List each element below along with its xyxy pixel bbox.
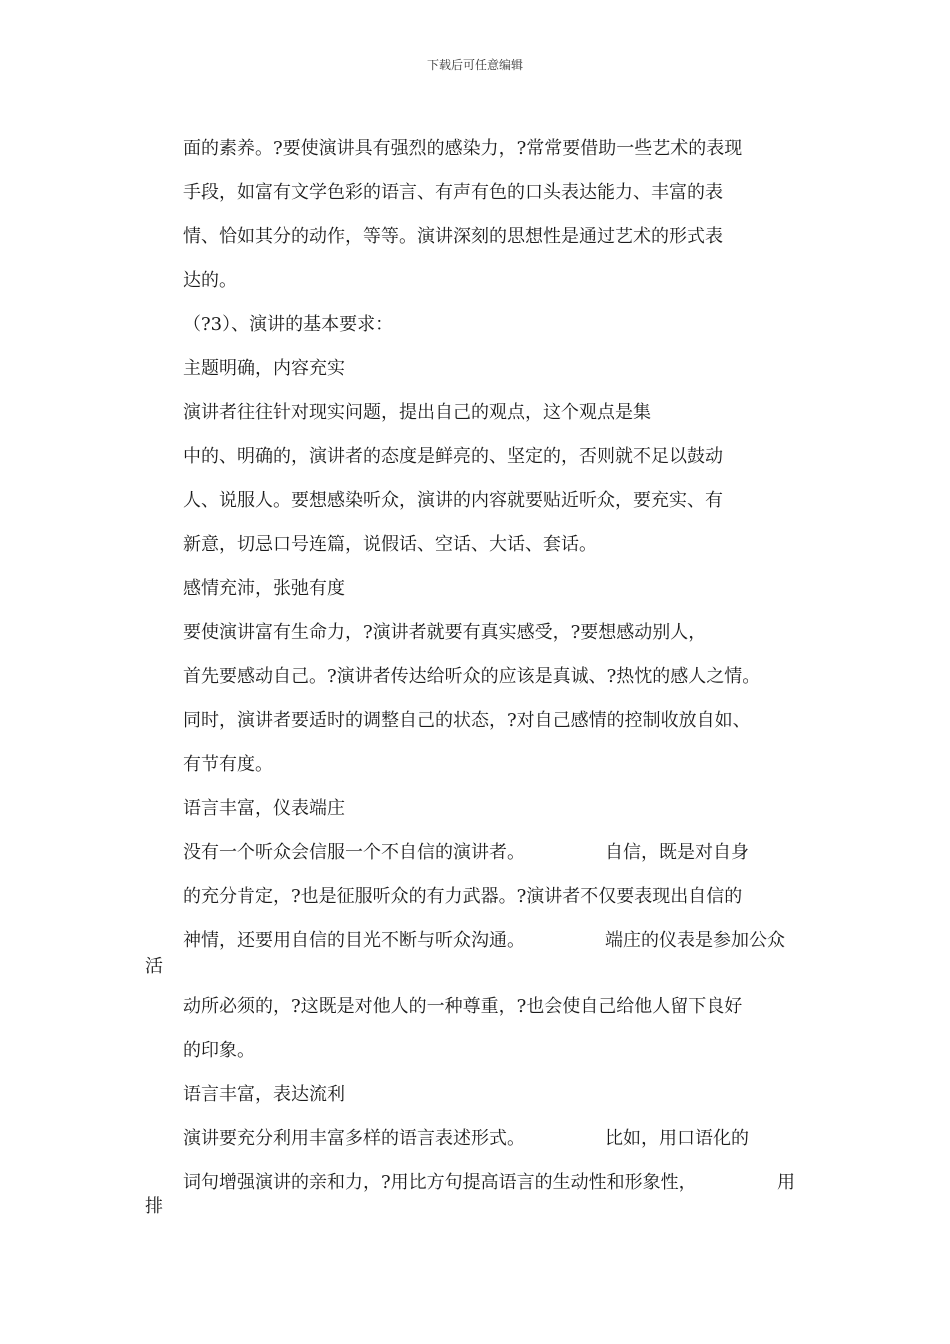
subheading: 感情充沛，张弛有度 xyxy=(183,578,345,599)
text-line: 动所必须的，?这既是对他人的一种尊重，?也会使自己给他人留下良好 xyxy=(183,996,743,1017)
text-line: 同时，演讲者要适时的调整自己的状态，?对自己感情的控制收放自如、 xyxy=(183,710,751,731)
text-line: 的充分肯定，?也是征服听众的有力武器。?演讲者不仅要表现出自信的 xyxy=(183,886,743,907)
text-line: 人、说服人。要想感染听众，演讲的内容就要贴近听众，要充实、有 xyxy=(183,490,723,511)
page-header: 下载后可任意编辑 xyxy=(426,58,523,72)
text-line: 情、恰如其分的动作，等等。演讲深刻的思想性是通过艺术的形式表 xyxy=(183,226,723,247)
text-line: 达的。 xyxy=(183,270,237,291)
text-segment: 演讲要充分利用丰富多样的语言表述形式。 xyxy=(183,1128,525,1149)
text-segment: 比如，用口语化的 xyxy=(605,1128,749,1149)
text-segment: 端庄的仪表是参加公众 xyxy=(605,930,785,951)
text-segment: 神情，还要用自信的目光不断与听众沟通。 xyxy=(183,930,525,951)
text-line: 面的素养。?要使演讲具有强烈的感染力，?常常要借助一些艺术的表现 xyxy=(183,138,743,159)
text-line: 要使演讲富有生命力，?演讲者就要有真实感受，?要想感动别人， xyxy=(183,622,707,643)
text-line: 中的、明确的，演讲者的态度是鲜亮的、坚定的，否则就不足以鼓动 xyxy=(183,446,723,467)
section-heading: （?3）、演讲的基本要求： xyxy=(183,314,394,335)
text-line: 新意，切忌口号连篇，说假话、空话、大话、套话。 xyxy=(183,534,597,555)
text-line: 有节有度。 xyxy=(183,754,273,775)
subheading: 主题明确，内容充实 xyxy=(183,358,345,379)
text-segment: 自信，既是对自身 xyxy=(605,842,749,863)
text-segment: 没有一个听众会信服一个不自信的演讲者。 xyxy=(183,842,525,863)
overflow-char: 排 xyxy=(145,1196,163,1217)
text-line: 手段，如富有文学色彩的语言、有声有色的口头表达能力、丰富的表 xyxy=(183,182,723,203)
text-segment: 词句增强演讲的亲和力，?用比方句提高语言的生动性和形象性， xyxy=(183,1172,697,1193)
text-line: 的印象。 xyxy=(183,1040,255,1061)
text-line: 演讲者往往针对现实问题，提出自己的观点，这个观点是集 xyxy=(183,402,651,423)
subheading: 语言丰富，表达流利 xyxy=(183,1084,345,1105)
text-line: 首先要感动自己。?演讲者传达给听众的应该是真诚、?热忱的感人之情。 xyxy=(183,666,761,687)
text-segment: 用 xyxy=(777,1172,795,1193)
overflow-char: 活 xyxy=(145,956,163,977)
subheading: 语言丰富，仪表端庄 xyxy=(183,798,345,819)
